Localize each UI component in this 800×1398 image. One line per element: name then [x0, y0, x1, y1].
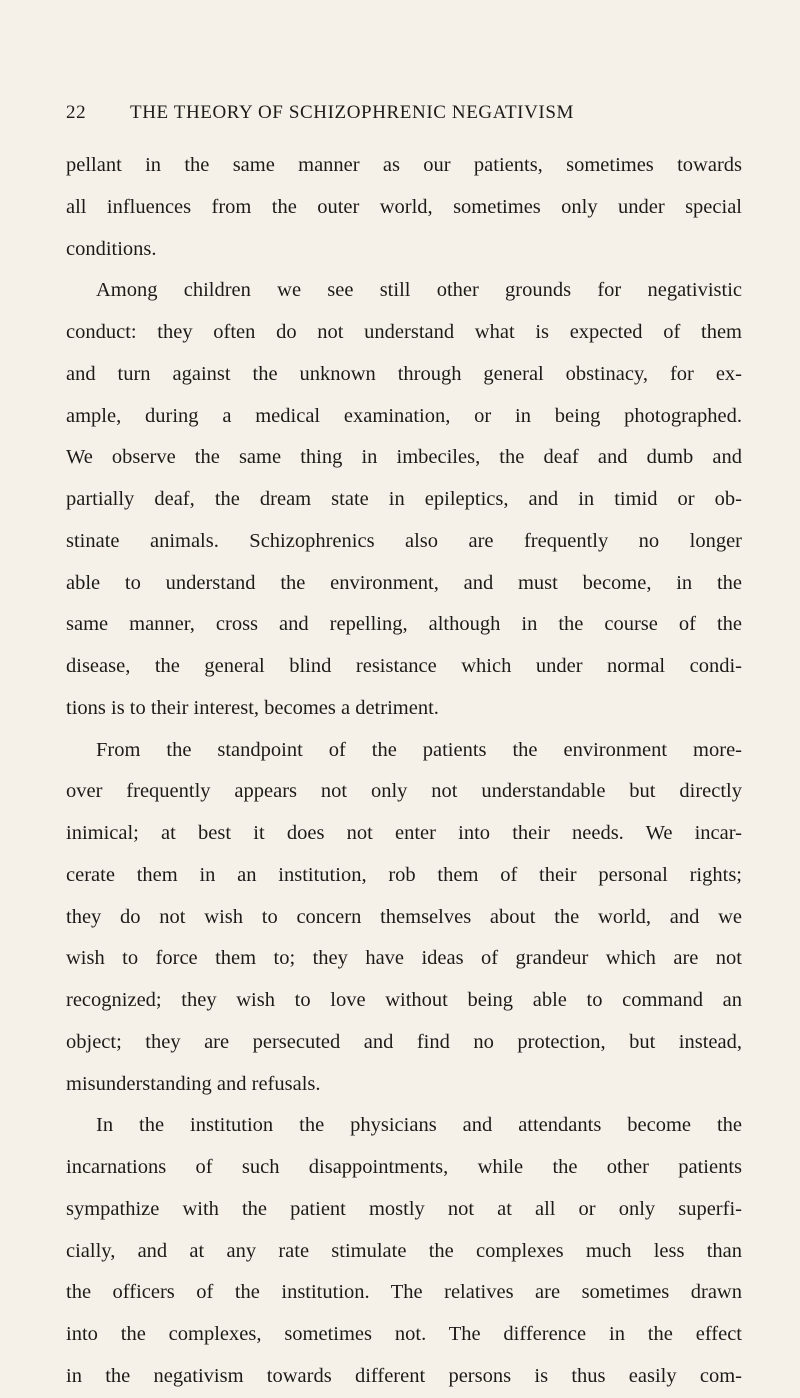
- text-line: incarnations of such disappointments, while the other patients: [66, 1156, 742, 1178]
- text-line: inimical; at best it does not enter into their needs. We incar-: [66, 822, 742, 844]
- text-line: sympathize with the patient mostly not at all or only superfi-: [66, 1197, 742, 1220]
- text-line: able to understand the environment, and must become, in the: [66, 571, 742, 594]
- text-line: conduct: they often do not understand what is expected of them: [66, 321, 742, 343]
- text-line: tions is to their interest, becomes a detriment.: [66, 696, 439, 719]
- text-line: partially deaf, the dream state in epileptics, and in timid or ob-: [66, 488, 742, 510]
- text-line: wish to force them to; they have ideas of grandeur which are not: [66, 947, 742, 970]
- text-line: the officers of the institution. The relatives are sometimes drawn: [66, 1281, 742, 1304]
- text-line: into the complexes, sometimes not. The difference in the effect: [66, 1323, 742, 1345]
- text-line: they do not wish to concern themselves about the world, and we: [66, 905, 742, 928]
- text-line: object; they are persecuted and find no protection, but instead,: [66, 1030, 742, 1053]
- text-line: ample, during a medical examination, or in being photographed.: [66, 404, 742, 427]
- text-line: disease, the general blind resistance which under normal condi-: [66, 655, 742, 677]
- text-line: over frequently appears not only not understandable but directly: [66, 780, 742, 803]
- text-line: We observe the same thing in imbeciles, the deaf and dumb and: [66, 446, 742, 469]
- text-line: stinate animals. Schizophrenics also are frequently no longer: [66, 529, 742, 552]
- text-line: In the institution the physicians and attendants become the: [96, 1114, 742, 1137]
- text-line: misunderstanding and refusals.: [66, 1072, 321, 1095]
- text-line: in the negativism towards different persons is thus easily com-: [66, 1364, 742, 1387]
- running-title: THE THEORY OF SCHIZOPHRENIC NEGATIVISM: [130, 102, 574, 123]
- text-line: pellant in the same manner as our patients, sometimes towards: [66, 154, 742, 176]
- text-line: cerate them in an institution, rob them of their personal rights;: [66, 863, 742, 886]
- running-head: [66, 102, 742, 132]
- text-line: all influences from the outer world, sometimes only under special: [66, 195, 742, 218]
- text-line: conditions.: [66, 237, 157, 260]
- text-line: cially, and at any rate stimulate the complexes much less than: [66, 1239, 742, 1262]
- text-line: recognized; they wish to love without being able to command an: [66, 989, 742, 1011]
- page-number: 22: [66, 102, 87, 123]
- text-line: same manner, cross and repelling, although in the course of the: [66, 613, 742, 636]
- text-line: and turn against the unknown through general obstinacy, for ex-: [66, 362, 742, 385]
- text-line: From the standpoint of the patients the environment more-: [96, 738, 742, 761]
- body-text: [66, 145, 742, 1398]
- text-line: Among children we see still other grounds for negativistic: [96, 279, 742, 302]
